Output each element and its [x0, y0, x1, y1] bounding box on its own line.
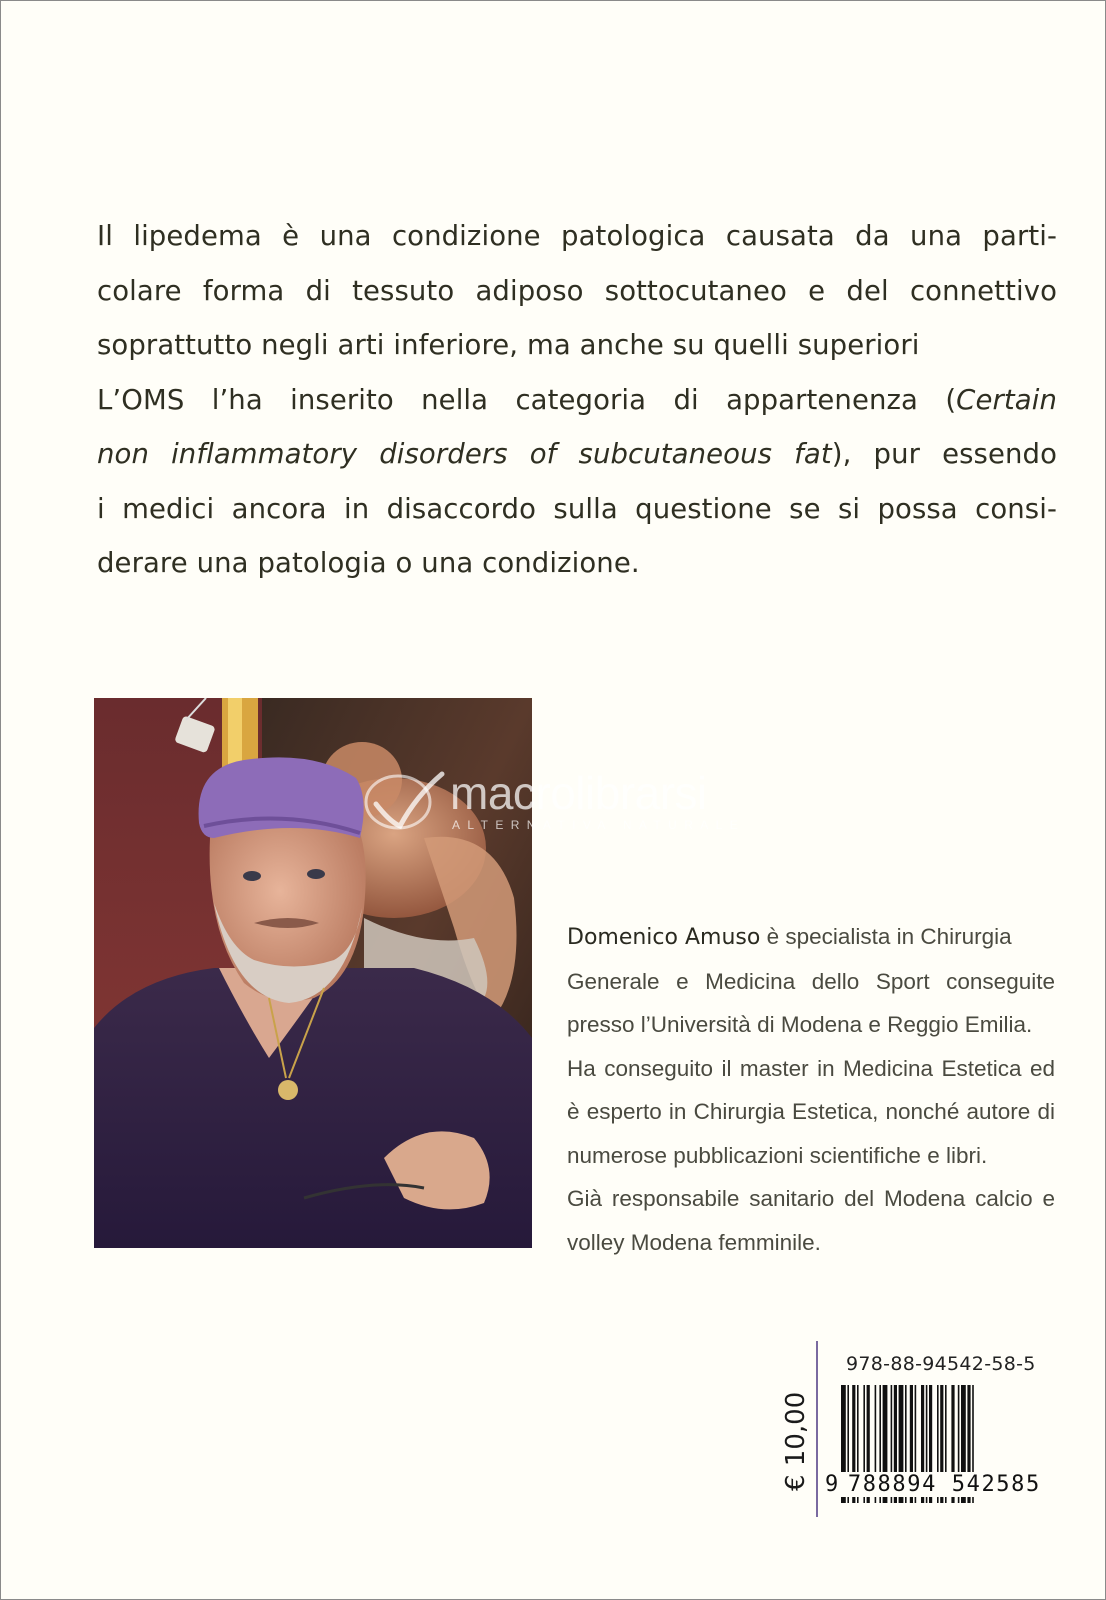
ean-digits-rest: 788894 542585: [847, 1472, 1041, 1497]
blurb-line-start: L’OMS l’ha inserito nella categoria di appartenenza (: [97, 383, 957, 416]
blurb-text: [97, 209, 1057, 591]
watermark-logo-icon: [358, 766, 448, 836]
blurb-line: soprattutto negli arti inferiore, ma anche su quelli superiori: [97, 329, 920, 361]
ean-digits: [823, 1472, 1043, 1497]
blurb-italic-title: non inflammatory disorders of subcutaneous fat: [97, 438, 832, 470]
bio-line: è esperto in Chirurgia Estetica, nonché autore di: [567, 1099, 1055, 1124]
watermark: [358, 766, 758, 836]
watermark-name: macrolibrarsi: [450, 767, 707, 819]
bio-line-rest: è specialista in Chirurgia: [760, 924, 1012, 949]
ean-first-digit: 9: [825, 1472, 840, 1497]
blurb-line: derare una patologia o una condizione.: [97, 547, 640, 579]
bio-line: Generale e Medicina dello Sport conseguite: [567, 968, 1055, 994]
bio-line: [567, 915, 1055, 960]
author-name: Domenico Amuso: [567, 925, 761, 950]
bio-line: numerose pubblicazioni scientifiche e libri.: [567, 1142, 988, 1168]
blurb-line: i medici ancora in disaccordo sulla questione se si possa consi-: [97, 492, 1057, 525]
blurb-line-end: ), pur essendo: [831, 438, 1057, 470]
author-bio: [567, 915, 1055, 1264]
bio-line: volley Modena femminile.: [567, 1229, 821, 1255]
blurb-line: [97, 427, 1057, 482]
isbn-label: 978-88-94542-58-5: [846, 1353, 1036, 1375]
bio-line: presso l’Università di Modena e Reggio Emilia.: [567, 1012, 1033, 1037]
watermark-tagline: ALTERNATIVA NATURALE: [452, 818, 746, 832]
blurb-line: colare forma di tessuto adiposo sottocutaneo e del connettivo: [97, 274, 1057, 307]
blurb-italic-title: Certain: [956, 383, 1057, 416]
price-label: € 10,00: [781, 1391, 811, 1491]
blurb-line: [97, 373, 1057, 428]
bio-line: Ha conseguito il master in Medicina Estetica ed: [567, 1055, 1055, 1081]
blurb-line: Il lipedema è una condizione patologica causata da una parti-: [97, 220, 1057, 252]
bio-line: Già responsabile sanitario del Modena calcio e: [567, 1186, 1055, 1211]
